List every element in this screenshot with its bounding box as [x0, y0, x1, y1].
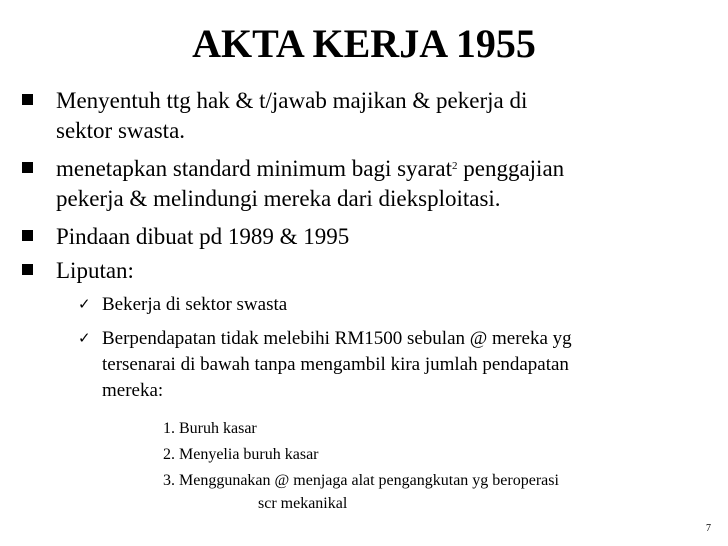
- checkmark-icon: ✓: [78, 329, 91, 347]
- bullet-text-line: Pindaan dibuat pd 1989 & 1995: [56, 224, 350, 249]
- numbered-item: 2. Menyelia buruh kasar: [163, 446, 319, 463]
- numbered-item-continuation: scr mekanikal: [258, 495, 348, 512]
- slide-title: AKTA KERJA 1955: [192, 21, 536, 66]
- bullet-text-line: [56, 154, 716, 183]
- square-bullet-icon: [22, 264, 33, 275]
- checkmark-icon: ✓: [78, 295, 91, 313]
- square-bullet-icon: [22, 94, 33, 105]
- square-bullet-icon: [22, 230, 33, 241]
- square-bullet-icon: [22, 162, 33, 173]
- sub-bullet-text-line: Berpendapatan tidak melebihi RM1500 sebulan @ mereka yg: [102, 328, 572, 349]
- bullet-text-line: Liputan:: [56, 258, 134, 283]
- sub-bullet-text-line: tersenarai di bawah tanpa mengambil kira jumlah pendapatan: [102, 354, 569, 375]
- bullet-text-line: sektor swasta.: [56, 118, 186, 143]
- bullet-text: penggajian: [457, 156, 565, 181]
- superscript: 2: [452, 160, 458, 172]
- page-number: 7: [706, 523, 711, 534]
- bullet-text-line: Menyentuh ttg hak & t/jawab majikan & pekerja di: [56, 88, 528, 113]
- numbered-item: 1. Buruh kasar: [163, 420, 257, 437]
- sub-bullet-text-line: mereka:: [102, 380, 164, 401]
- numbered-item: 3. Menggunakan @ menjaga alat pengangkutan yg beroperasi: [163, 472, 559, 489]
- bullet-text-line: pekerja & melindungi mereka dari dieksploitasi.: [56, 186, 501, 211]
- bullet-text: menetapkan standard minimum bagi syarat: [56, 156, 452, 181]
- sub-bullet-text-line: Bekerja di sektor swasta: [102, 294, 288, 315]
